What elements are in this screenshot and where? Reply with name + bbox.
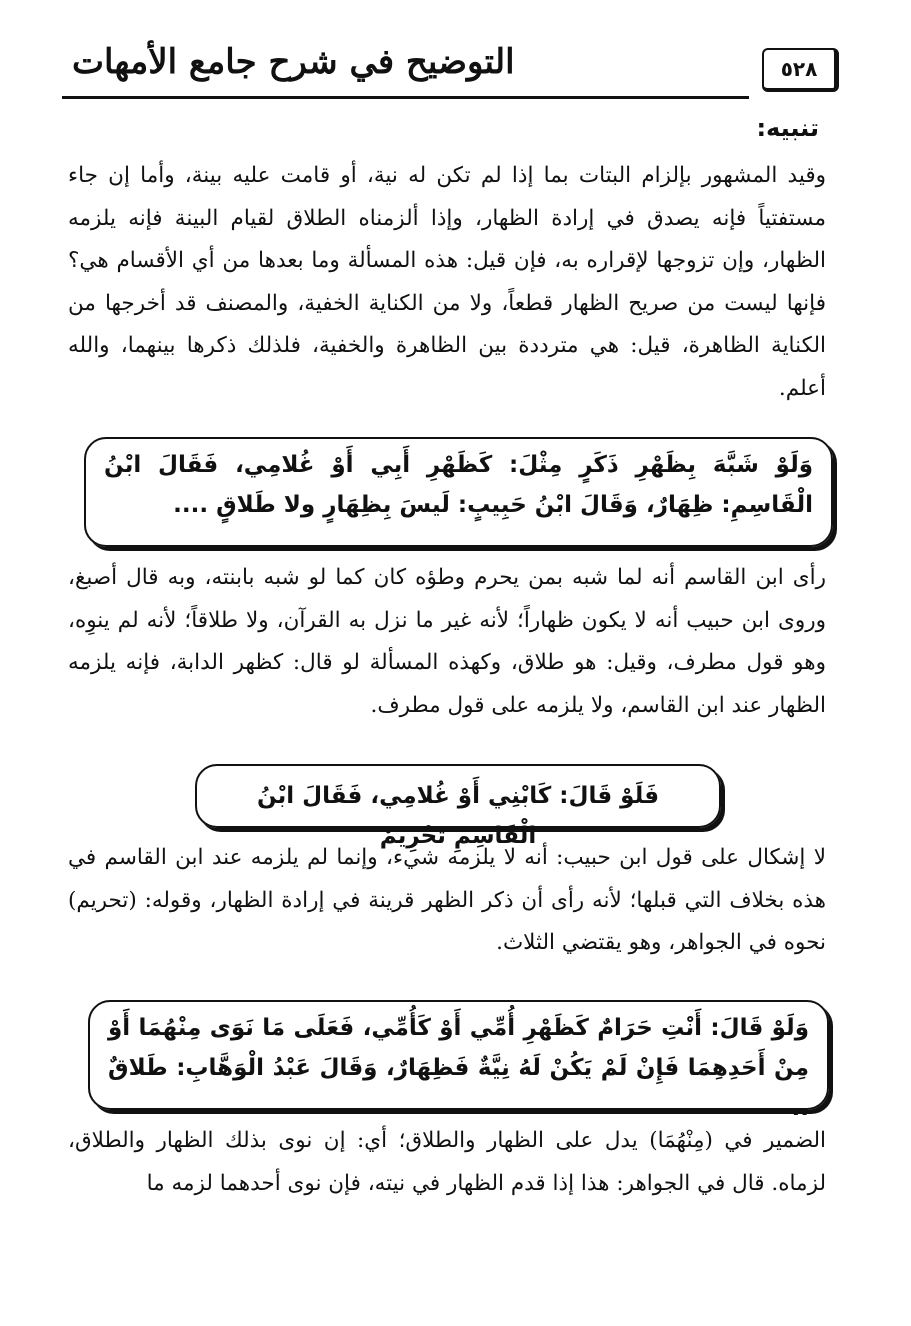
matn-text: وَلَوْ شَبَّهَ بِظَهْرِ ذَكَرٍ مِثْلَ: كَظَهْرِ أَبِي أَوْ غُلامِي، فَقَالَ ابْنُ الْقَاسِمِ: ظِهَارٌ، وَقَالَ ابْنُ حَبِيبٍ: لَيسَ بِظِهَارٍ ولا طَلاقٍ ....	[104, 452, 813, 518]
commentary-paragraph-3	[68, 837, 826, 965]
matn-box-2	[195, 764, 721, 849]
matn-box-1	[84, 437, 833, 547]
header-rule	[62, 96, 749, 99]
commentary-paragraph-2	[68, 557, 826, 727]
paragraph-text: الضمير في (مِنْهُمَا) يدل على الظهار والطلاق؛ أي: إن نوى بذلك الظهار والطلاق، لزماه. قال في الجواهر: هذا إذا قدم الظهار في نيته، فإن نوى أحدهما لزمه ما	[68, 1128, 826, 1196]
matn-text: فَلَوْ قَالَ: كَابْنِي أَوْ غُلامِي، فَقَالَ ابْنُ الْقَاسِمِ تَحْرِيمٌ	[256, 783, 660, 849]
commentary-paragraph-4	[68, 1120, 826, 1205]
matn-box-3	[88, 1000, 829, 1121]
running-title: التوضيح في شرح جامع الأمهات	[72, 42, 515, 82]
paragraph-text: وقيد المشهور بإلزام البتات بما إذا لم تكن له نية، أو قامت عليه بينة، وأما إن جاء مستفتياً فإنه يصدق في إرادة الظهار، وإذا ألزمناه الطلاق لقيام البينة فإنه يلزمه الظهار، وإن تزوجها لإقراره به، فإن قيل: هذه المسألة وما بعدها من أي الأقسام هي؟ فإنها ليست من صريح الظهار قطعاً، ولا من الكناية الخفية، والمصنف قد أخرجها من الكناية الظاهرة، قيل: هي مترددة بين الظاهرة والخفية، فلذلك ذكرها بينهما، والله أعلم.	[68, 163, 826, 401]
paragraph-text: لا إشكال على قول ابن حبيب: أنه لا يلزمه شيء، وإنما لم يلزمه عند ابن القاسم في هذه بخلاف التي قبلها؛ لأنه رأى أن ذكر الظهر قرينة في إرادة الظهار، وقوله: (تحريم) نحوه في الجواهر، وهو يقتضي الثلاث.	[68, 845, 826, 955]
note-heading: تنبيه:	[756, 114, 819, 142]
page-number: ٥٢٨	[762, 48, 839, 92]
page-header	[62, 40, 849, 102]
paragraph-text: رأى ابن القاسم أنه لما شبه بمن يحرم وطؤه كان كما لو شبه بابنته، وبه قال أصبغ، وروى ابن حبيب أنه لا يكون ظهاراً؛ لأنه غير ما نزل به القرآن، ولا طلاقاً؛ لأنه لم ينوِه، وهو قول مطرف، وقيل: هو طلاق، وكهذه المسألة لو قال: كظهر الدابة، فإنه يلزمه الظهار عند ابن القاسم، ولا يلزمه على قول مطرف.	[68, 565, 826, 718]
commentary-paragraph-1	[68, 155, 826, 410]
matn-text: وَلَوْ قَالَ: أَنْتِ حَرَامٌ كَظَهْرِ أُمِّي أَوْ كَأُمِّي، فَعَلَى مَا نَوَى مِنْهُمَا أَوْ مِنْ أَحَدِهِمَا فَإِنْ لَمْ يَكُنْ لَهُ نِيَّةٌ فَظِهَارٌ، وَقَالَ عَبْدُ الْوَهَّابِ: طَلاقٌ ..	[108, 1015, 809, 1121]
